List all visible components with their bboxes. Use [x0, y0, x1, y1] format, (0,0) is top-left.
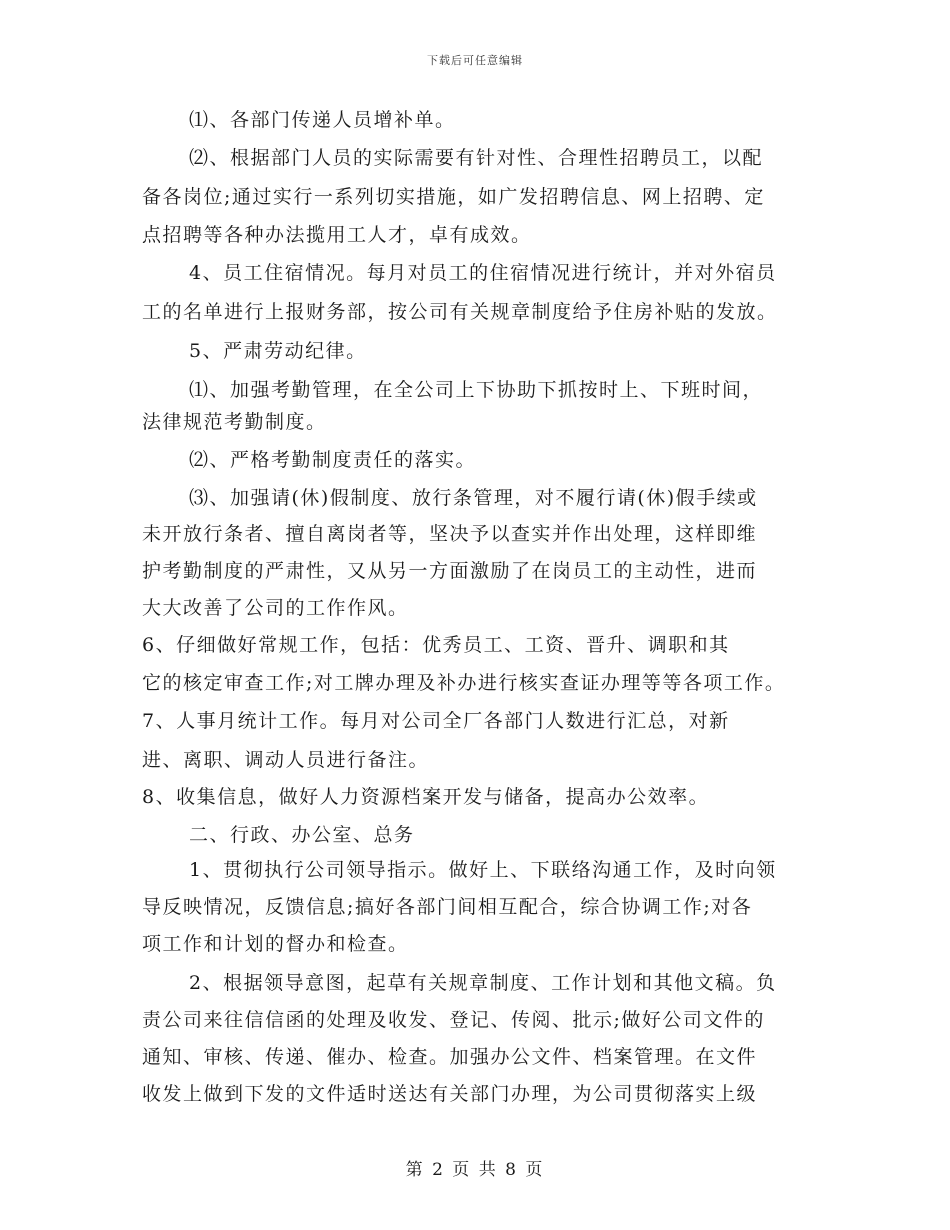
- text-line: 大大改善了公司的工作作风。: [142, 597, 409, 619]
- text-line: 工的名单进行上报财务部，按公司有关规章制度给予住房补贴的发放。: [142, 301, 778, 323]
- section-heading: 二、行政、办公室、总务: [189, 824, 415, 846]
- page-header: 下载后可任意编辑: [427, 54, 523, 67]
- text-line: 项工作和计划的督办和检查。: [142, 933, 409, 955]
- text-line: ⑵、严格考勤制度责任的落实。: [189, 449, 477, 471]
- text-line: ⑶、加强请(休)假制度、放行条管理，对不履行请(休)假手续或: [189, 487, 758, 509]
- text-line: 它的核定审查工作;对工牌办理及补办进行核实查证办理等等各项工作。: [142, 672, 786, 694]
- text-line: 4、员工住宿情况。每月对员工的住宿情况进行统计，并对外宿员: [189, 262, 777, 284]
- text-line: 通知、审核、传递、催办、检查。加强办公文件、档案管理。在文件: [142, 1046, 758, 1068]
- text-line: 收发上做到下发的文件适时送达有关部门办理，为公司贯彻落实上级: [142, 1083, 758, 1105]
- text-line: 进、离职、调动人员进行备注。: [142, 749, 430, 771]
- text-line: 6、仔细做好常规工作，包括：优秀员工、工资、晋升、调职和其: [142, 634, 730, 656]
- page-number: 第 2 页 共 8 页: [405, 1160, 545, 1180]
- text-line: 责公司来往信信函的处理及收发、登记、传阅、批示;做好公司文件的: [142, 1009, 765, 1031]
- text-line: 未开放行条者、擅自离岗者等，坚决予以查实并作出处理，这样即维: [142, 523, 758, 545]
- text-line: 护考勤制度的严肃性，又从另一方面激励了在岗员工的主动性，进而: [142, 560, 758, 582]
- text-line: 7、人事月统计工作。每月对公司全厂各部门人数进行汇总，对新: [142, 710, 730, 732]
- text-line: 5、严肃劳动纪律。: [189, 340, 367, 362]
- text-line: ⑴、加强考勤管理，在全公司上下协助下抓按时上、下班时间，: [189, 379, 764, 401]
- text-line: 2、根据领导意图，起草有关规章制度、工作计划和其他文稿。负: [189, 972, 777, 994]
- text-line: 8、收集信息，做好人力资源档案开发与储备，提高办公效率。: [142, 786, 710, 808]
- text-line: 备各岗位;通过实行一系列切实措施，如广发招聘信息、网上招聘、定: [142, 186, 765, 208]
- text-line: ⑴、各部门传递人员增补单。: [189, 109, 456, 131]
- text-line: 1、贯彻执行公司领导指示。做好上、下联络沟通工作，及时向领: [189, 859, 777, 881]
- text-line: 法律规范考勤制度。: [142, 411, 327, 433]
- text-line: ⑵、根据部门人员的实际需要有针对性、合理性招聘员工，以配: [189, 147, 764, 169]
- text-line: 导反映情况，反馈信息;搞好各部门间相互配合，综合协调工作;对各: [142, 896, 753, 918]
- text-line: 点招聘等各种办法揽用工人才，卓有成效。: [142, 224, 532, 246]
